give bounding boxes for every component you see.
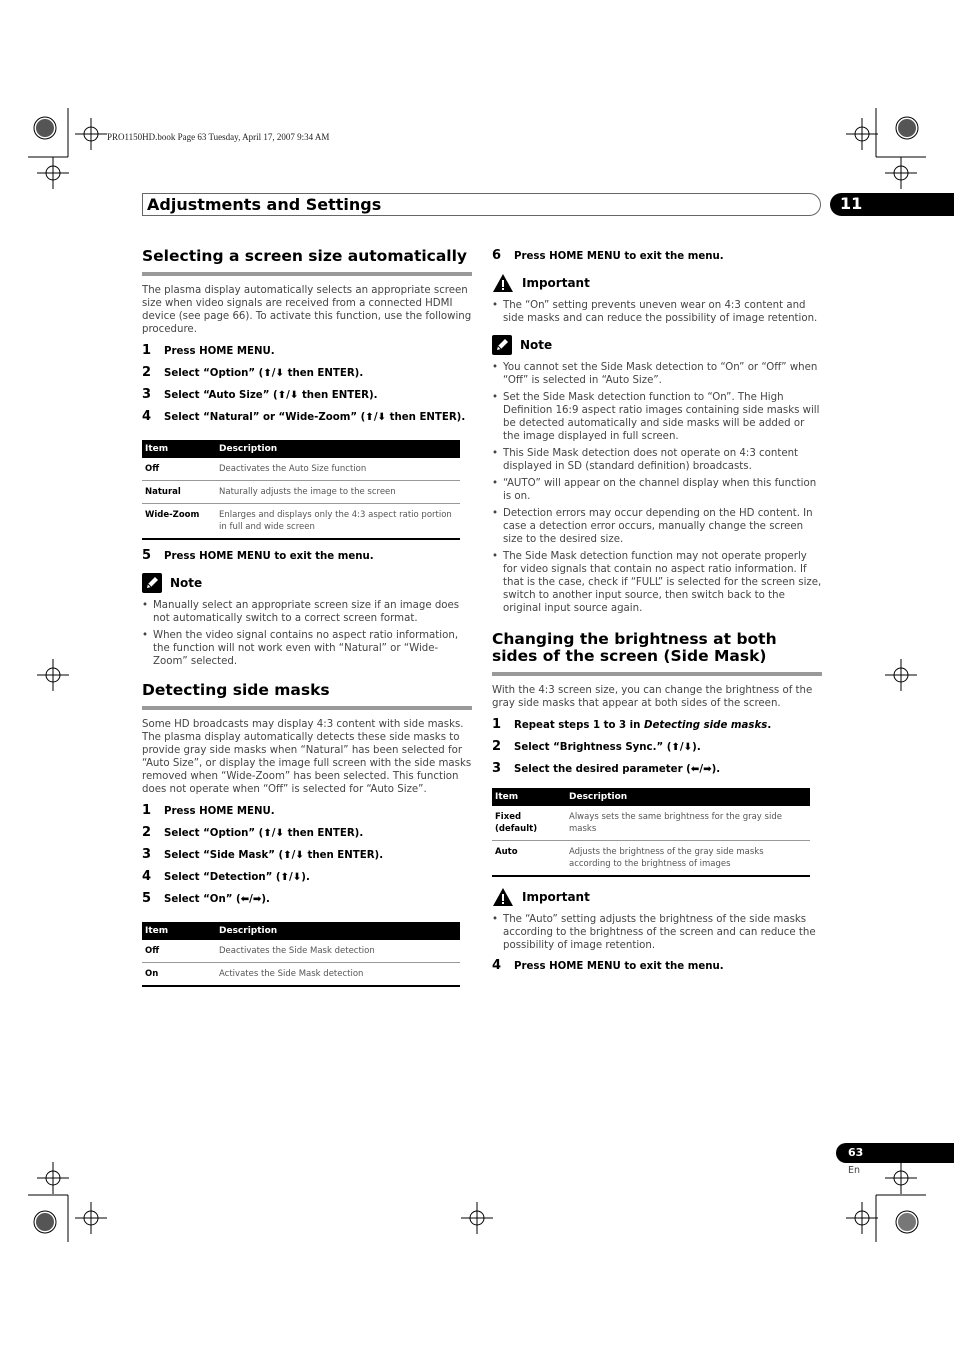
table-row: Natural Naturally adjusts the image to the screen [142, 481, 460, 504]
side-mask-step: 1 Press HOME MENU. [142, 803, 275, 818]
auto-size-step: 2 Select “Option” (⬆/⬇ then ENTER). [142, 365, 364, 380]
auto-size-step: 4 Select “Natural” or “Wide-Zoom” (⬆/⬇ then ENTER). [142, 409, 466, 424]
side-mask-important [492, 299, 822, 325]
table-row: Wide-Zoom Enlarges and displays only the 4:3 aspect ratio portion in full and wide screen [145, 510, 452, 532]
chapter-title: Adjustments and Settings [147, 195, 382, 214]
side-mask-step: 3 Select “Side Mask” (⬆/⬇ then ENTER). [142, 847, 384, 862]
side-mask-step: 6 Press HOME MENU to exit the menu. [492, 248, 724, 263]
table-row: On Activates the Side Mask detection [145, 969, 364, 979]
brightness-step: 3 Select the desired parameter (⬅/➡). [492, 761, 721, 776]
warning-icon [492, 887, 514, 907]
chapter-header [142, 193, 821, 216]
language-label: En [848, 1165, 861, 1176]
brightness-step: 2 Select “Brightness Sync.” (⬆/⬇). [492, 739, 701, 754]
side-mask-step: 4 Select “Detection” (⬆/⬇). [142, 869, 310, 884]
side-masks-heading: Detecting side masks [142, 682, 472, 710]
left-column [142, 248, 472, 995]
table-row: Auto Adjusts the brightness of the gray side masks according to the brightness of images [495, 847, 764, 869]
brightness-step: 4 Press HOME MENU to exit the menu. [492, 958, 724, 973]
brightness-table: Item Description Fixed (default) Always sets the same brightness for the gray side masks Auto Adjusts the brightness of the gray side masks according to the brightness of images [492, 788, 810, 877]
note-pencil-icon [142, 573, 162, 593]
auto-size-step: 3 Select “Auto Size” (⬆/⬇ then ENTER). [142, 387, 378, 402]
brightness-step: 1 Repeat steps 1 to 3 in Detecting side masks. [492, 717, 772, 732]
list-item: • Detection errors may occur depending on the HD content. In case a detection error occurs, manually change the screen size to the desired size. [492, 507, 822, 546]
list-item: • Manually select an appropriate screen size if an image does not automatically switch to a correct screen format. [142, 599, 472, 625]
list-item: • This Side Mask detection does not operate on 4:3 content displayed in SD (standard definition) broadcasts. [492, 447, 822, 473]
important-callout: Important [492, 887, 822, 907]
list-item: • The “Auto” setting adjusts the brightness of the side masks according to the brightness of the screen and can reduce the possibility of image retention. [492, 913, 822, 952]
note-pencil-icon [492, 335, 512, 355]
brightness-important [492, 913, 822, 952]
important-callout: Important [492, 273, 822, 293]
chapter-number: 11 [840, 194, 863, 213]
note-callout: Note [142, 573, 472, 593]
auto-size-step: 1 Press HOME MENU. [142, 343, 275, 358]
brightness-heading: Changing the brightness at both sides of the screen (Side Mask) [492, 631, 822, 676]
table-row: Off Deactivates the Side Mask detection [142, 940, 460, 963]
print-info: PRO1150HD.book Page 63 Tuesday, April 17, 2007 9:34 AM [107, 132, 330, 142]
page-number: 63 [848, 1146, 864, 1159]
brightness-intro: With the 4:3 screen size, you can change the brightness of the gray side masks that appear at both sides of the screen. [492, 685, 813, 709]
side-mask-step: 2 Select “Option” (⬆/⬇ then ENTER). [142, 825, 364, 840]
list-item: • The Side Mask detection function may not operate properly for video signals that contain no aspect ratio information. If that is the case, check if “FULL” is selected for the screen size, switch to another input source, then switch back to the original input source again. [492, 550, 822, 615]
side-masks-intro: Some HD broadcasts may display 4:3 content with side masks. The plasma display automatically detects these side masks to provide gray side masks when “Natural” has been selected for “Auto Size”, or display the image full screen with the side masks removed when “Wide-Zoom” has been selected. This function does not operate when “Off” is selected for “Auto Size”. [142, 719, 472, 795]
page-number-tab [836, 1143, 954, 1163]
chapter-tab [830, 193, 954, 216]
list-item: • When the video signal contains no aspect ratio information, the function will not work even with “Natural” or “Wide-Zoom” selected. [142, 629, 472, 668]
side-mask-step: 5 Select “On” (⬅/➡). [142, 891, 270, 906]
auto-size-step: 5 Press HOME MENU to exit the menu. [142, 548, 374, 563]
warning-icon [492, 273, 514, 293]
list-item: • You cannot set the Side Mask detection to “On” or “Off” when “Off” is selected in “Auto Size”. [492, 361, 822, 387]
auto-size-notes [142, 599, 472, 668]
auto-size-table: Item Description Off Deactivates the Auto Size function Natural Naturally adjusts the image to the screen Wide-Zoom Enlarges and displays only the 4:3 aspect ratio portion in full and wide screen [142, 440, 460, 540]
right-column [492, 248, 822, 980]
side-mask-notes [492, 361, 822, 615]
note-callout: Note [492, 335, 822, 355]
list-item: • “AUTO” will appear on the channel display when this function is on. [492, 477, 822, 503]
auto-size-heading: Selecting a screen size automatically [142, 248, 472, 276]
table-row: Off Deactivates the Auto Size function [142, 458, 460, 481]
auto-size-intro: The plasma display automatically selects an appropriate screen size when video signals are received from a connected HDMI device (see page 66). To activate this function, use the following procedure. [142, 285, 472, 335]
list-item: • Set the Side Mask detection function to “On”. The High Definition 16:9 aspect ratio images containing side masks will be detected automatically and side masks will be added or the image displayed in full screen. [492, 391, 822, 443]
side-mask-table: Item Description Off Deactivates the Side Mask detection On Activates the Side Mask detection [142, 922, 460, 987]
table-row: Fixed (default) Always sets the same brightness for the gray side masks [492, 806, 810, 841]
list-item: • The “On” setting prevents uneven wear on 4:3 content and side masks and can reduce the possibility of image retention. [492, 299, 822, 325]
